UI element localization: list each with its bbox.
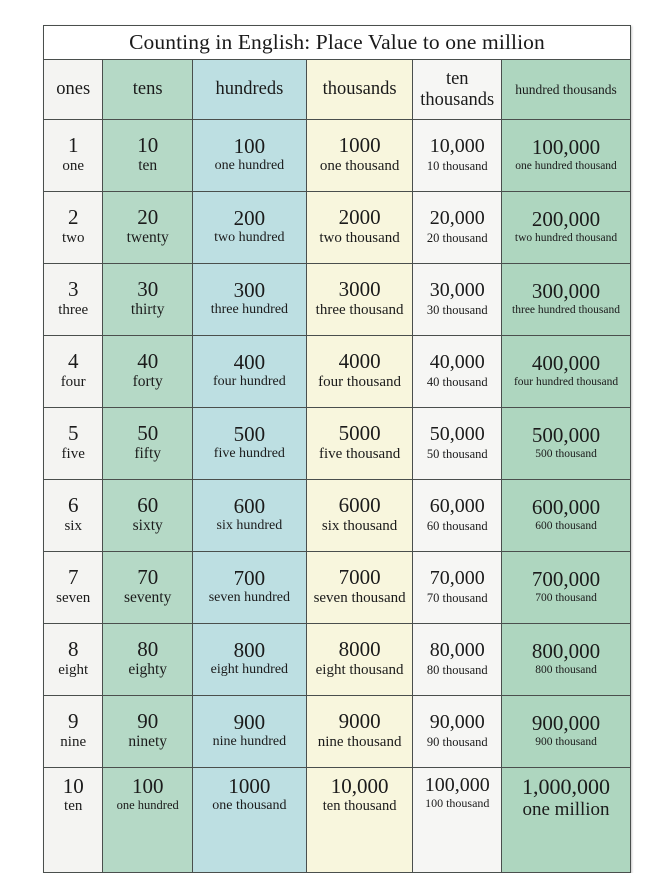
cell-thousands-row4 xyxy=(306,336,413,408)
cell-tens-row1 xyxy=(103,120,193,192)
cell-words: thirty xyxy=(130,301,165,319)
cell-numeral: 800,000 xyxy=(531,639,601,664)
cell-words: one hundred xyxy=(214,158,285,174)
cell-thousands-row6 xyxy=(306,480,413,552)
cell-hundred-thousands-row2 xyxy=(502,192,631,264)
cell-tens-row7 xyxy=(103,552,193,624)
cell-words: seven xyxy=(56,589,91,606)
cell-words: 80 thousand xyxy=(426,662,488,677)
cell-numeral: 30 xyxy=(137,277,159,302)
cell-words: nine hundred xyxy=(212,734,287,750)
cell-numeral: 100,000 xyxy=(531,135,601,160)
cell-ten-thousands-row9 xyxy=(413,696,502,768)
cell-words: eight xyxy=(58,661,89,678)
cell-words: 800 thousand xyxy=(535,663,597,676)
cell-hundreds-row4 xyxy=(192,336,306,408)
cell-numeral: 20,000 xyxy=(429,207,485,230)
cell-numeral: 50,000 xyxy=(429,423,485,446)
cell-numeral: 1000 xyxy=(228,774,271,798)
cell-numeral: 10 xyxy=(62,774,84,798)
cell-ones-row8 xyxy=(44,624,103,696)
cell-words: ninety xyxy=(128,733,168,751)
cell-thousands-row1 xyxy=(306,120,413,192)
cell-thousands-row8 xyxy=(306,624,413,696)
cell-numeral: 50 xyxy=(137,421,159,446)
column-header-ten-thousands xyxy=(413,60,502,120)
cell-words: three hundred xyxy=(210,302,289,318)
cell-hundred-thousands-row7 xyxy=(502,552,631,624)
cell-words: one xyxy=(62,157,85,174)
cell-numeral: 700,000 xyxy=(531,567,601,592)
cell-words: six thousand xyxy=(321,517,398,534)
cell-hundreds-row8 xyxy=(192,624,306,696)
cell-numeral: 600,000 xyxy=(531,495,601,520)
cell-ten-thousands-row7 xyxy=(413,552,502,624)
table-title-cell xyxy=(44,26,631,60)
cell-tens-row6 xyxy=(103,480,193,552)
cell-words: three hundred thousand xyxy=(512,303,620,316)
cell-words: one hundred thousand xyxy=(515,159,617,172)
cell-words: one hundred xyxy=(116,798,179,813)
cell-hundred-thousands-row1 xyxy=(502,120,631,192)
cell-numeral: 500,000 xyxy=(531,423,601,448)
table-row xyxy=(44,120,631,192)
cell-words: ten thousand xyxy=(322,798,397,815)
table-row xyxy=(44,480,631,552)
table-row xyxy=(44,768,631,873)
cell-words: 20 thousand xyxy=(426,230,488,245)
cell-hundred-thousands-row10 xyxy=(502,768,631,873)
table-row xyxy=(44,624,631,696)
cell-numeral: 7000 xyxy=(338,565,381,590)
cell-numeral: 700 xyxy=(233,566,266,591)
cell-words: 70 thousand xyxy=(426,590,488,605)
column-header-label: thousands xyxy=(322,79,397,100)
table-row xyxy=(44,192,631,264)
cell-ten-thousands-row4 xyxy=(413,336,502,408)
cell-hundred-thousands-row3 xyxy=(502,264,631,336)
cell-hundreds-row10 xyxy=(192,768,306,873)
cell-numeral: 4000 xyxy=(338,349,381,374)
cell-ten-thousands-row3 xyxy=(413,264,502,336)
cell-numeral: 10,000 xyxy=(429,135,485,158)
cell-thousands-row3 xyxy=(306,264,413,336)
cell-numeral: 100 xyxy=(233,134,266,159)
cell-words: two hundred xyxy=(214,230,285,246)
cell-words: 100 thousand xyxy=(425,796,490,811)
cell-ten-thousands-row10 xyxy=(413,768,502,873)
cell-words: 500 thousand xyxy=(535,447,597,460)
cell-words: nine xyxy=(60,733,87,750)
cell-ones-row1 xyxy=(44,120,103,192)
cell-hundred-thousands-row4 xyxy=(502,336,631,408)
cell-hundreds-row6 xyxy=(192,480,306,552)
cell-numeral: 300,000 xyxy=(531,279,601,304)
cell-words: four hundred thousand xyxy=(513,375,619,388)
cell-ones-row10 xyxy=(44,768,103,873)
cell-ones-row5 xyxy=(44,408,103,480)
place-value-table xyxy=(43,25,631,873)
cell-words: twenty xyxy=(126,229,169,247)
cell-numeral: 200 xyxy=(233,206,266,231)
cell-ones-row7 xyxy=(44,552,103,624)
cell-numeral: 8000 xyxy=(338,637,381,662)
cell-hundreds-row1 xyxy=(192,120,306,192)
column-header-label: ten thousands xyxy=(420,68,495,110)
cell-numeral: 400,000 xyxy=(531,351,601,376)
cell-words: eight thousand xyxy=(315,661,404,678)
cell-words: nine thousand xyxy=(317,733,402,750)
cell-numeral: 9000 xyxy=(338,709,381,734)
cell-numeral: 9 xyxy=(67,709,79,734)
cell-words: 700 thousand xyxy=(535,591,597,604)
column-header-tens xyxy=(103,60,193,120)
cell-numeral: 1,000,000 xyxy=(522,774,611,799)
cell-words: sixty xyxy=(132,517,163,535)
cell-words: 10 thousand xyxy=(426,158,488,173)
column-header-thousands xyxy=(306,60,413,120)
cell-hundreds-row9 xyxy=(192,696,306,768)
cell-words: three thousand xyxy=(315,301,404,318)
cell-thousands-row10 xyxy=(306,768,413,873)
cell-words: one thousand xyxy=(212,798,287,814)
cell-thousands-row2 xyxy=(306,192,413,264)
cell-numeral: 40,000 xyxy=(429,351,485,374)
column-header-label: hundred thousands xyxy=(515,81,617,97)
cell-numeral: 70 xyxy=(137,565,159,590)
cell-words: five hundred xyxy=(213,446,285,462)
cell-words: five xyxy=(61,445,85,462)
cell-tens-row10 xyxy=(103,768,193,873)
cell-ten-thousands-row8 xyxy=(413,624,502,696)
column-header-label: tens xyxy=(132,79,163,100)
cell-words: ten xyxy=(138,157,158,175)
cell-words: three xyxy=(58,301,89,318)
cell-hundred-thousands-row5 xyxy=(502,408,631,480)
table-row xyxy=(44,408,631,480)
cell-hundred-thousands-row9 xyxy=(502,696,631,768)
cell-hundreds-row5 xyxy=(192,408,306,480)
cell-words: 600 thousand xyxy=(535,519,597,532)
column-header-label: hundreds xyxy=(215,79,284,100)
title-row xyxy=(44,26,631,60)
cell-words: eight hundred xyxy=(210,662,289,678)
cell-words: fifty xyxy=(134,445,162,463)
cell-numeral: 400 xyxy=(233,350,266,375)
cell-numeral: 90 xyxy=(137,709,159,734)
cell-ten-thousands-row2 xyxy=(413,192,502,264)
cell-numeral: 30,000 xyxy=(429,279,485,302)
cell-numeral: 1000 xyxy=(338,133,381,158)
cell-numeral: 500 xyxy=(233,422,266,447)
cell-words: four xyxy=(60,373,86,390)
cell-ones-row3 xyxy=(44,264,103,336)
cell-numeral: 100,000 xyxy=(424,774,490,796)
cell-tens-row5 xyxy=(103,408,193,480)
cell-words: four hundred xyxy=(213,374,286,390)
cell-numeral: 2 xyxy=(67,205,79,230)
cell-ten-thousands-row1 xyxy=(413,120,502,192)
cell-hundreds-row7 xyxy=(192,552,306,624)
cell-ones-row6 xyxy=(44,480,103,552)
cell-words: seventy xyxy=(124,589,172,607)
cell-words: 900 thousand xyxy=(535,735,597,748)
table-body xyxy=(44,26,631,873)
cell-hundreds-row2 xyxy=(192,192,306,264)
cell-words: two thousand xyxy=(319,229,400,246)
cell-thousands-row7 xyxy=(306,552,413,624)
table-row xyxy=(44,552,631,624)
cell-numeral: 80,000 xyxy=(429,639,485,662)
cell-tens-row2 xyxy=(103,192,193,264)
cell-words: 60 thousand xyxy=(426,518,488,533)
cell-numeral: 100 xyxy=(131,774,164,798)
column-header-label: ones xyxy=(56,79,91,100)
column-header-hundred-thousands xyxy=(502,60,631,120)
cell-words: one thousand xyxy=(319,157,400,174)
page-title: Counting in English: Place Value to one million xyxy=(129,30,545,54)
table-row xyxy=(44,696,631,768)
cell-numeral: 1 xyxy=(67,133,79,158)
cell-words: eighty xyxy=(128,661,168,679)
cell-ten-thousands-row5 xyxy=(413,408,502,480)
cell-ones-row4 xyxy=(44,336,103,408)
cell-words: two xyxy=(61,229,85,246)
cell-hundred-thousands-row6 xyxy=(502,480,631,552)
cell-numeral: 10,000 xyxy=(330,774,389,798)
cell-numeral: 10 xyxy=(137,133,159,158)
cell-ones-row2 xyxy=(44,192,103,264)
cell-numeral: 60,000 xyxy=(429,495,485,518)
cell-words: 40 thousand xyxy=(426,374,488,389)
cell-numeral: 5000 xyxy=(338,421,381,446)
cell-words: seven hundred xyxy=(208,590,290,606)
worksheet-sheet xyxy=(43,25,631,873)
cell-numeral: 8 xyxy=(67,637,79,662)
cell-numeral: 300 xyxy=(233,278,266,303)
cell-numeral: 3000 xyxy=(338,277,381,302)
cell-ten-thousands-row6 xyxy=(413,480,502,552)
column-header-ones xyxy=(44,60,103,120)
cell-tens-row9 xyxy=(103,696,193,768)
cell-numeral: 90,000 xyxy=(429,711,485,734)
cell-numeral: 20 xyxy=(137,205,159,230)
cell-words: forty xyxy=(132,373,163,391)
cell-numeral: 70,000 xyxy=(429,567,485,590)
cell-ones-row9 xyxy=(44,696,103,768)
cell-hundred-thousands-row8 xyxy=(502,624,631,696)
cell-words: five thousand xyxy=(318,445,401,462)
cell-tens-row3 xyxy=(103,264,193,336)
cell-numeral: 6 xyxy=(67,493,79,518)
cell-numeral: 600 xyxy=(233,494,266,519)
cell-words: 50 thousand xyxy=(426,446,488,461)
cell-numeral: 200,000 xyxy=(531,207,601,232)
cell-numeral: 900,000 xyxy=(531,711,601,736)
cell-numeral: 7 xyxy=(67,565,79,590)
cell-hundreds-row3 xyxy=(192,264,306,336)
cell-numeral: 3 xyxy=(67,277,79,302)
cell-tens-row8 xyxy=(103,624,193,696)
cell-words: six hundred xyxy=(216,518,283,534)
cell-thousands-row5 xyxy=(306,408,413,480)
cell-tens-row4 xyxy=(103,336,193,408)
cell-numeral: 2000 xyxy=(338,205,381,230)
cell-words: one million xyxy=(522,799,610,821)
cell-numeral: 800 xyxy=(233,638,266,663)
cell-words: 90 thousand xyxy=(426,734,488,749)
cell-thousands-row9 xyxy=(306,696,413,768)
column-header-hundreds xyxy=(192,60,306,120)
cell-words: four thousand xyxy=(318,373,402,390)
cell-numeral: 900 xyxy=(233,710,266,735)
cell-numeral: 4 xyxy=(67,349,79,374)
cell-numeral: 5 xyxy=(67,421,79,446)
table-row xyxy=(44,336,631,408)
cell-numeral: 60 xyxy=(137,493,159,518)
cell-words: six xyxy=(64,517,82,534)
cell-words: ten xyxy=(64,798,83,815)
cell-numeral: 80 xyxy=(137,637,159,662)
cell-words: seven thousand xyxy=(313,589,406,606)
cell-words: 30 thousand xyxy=(426,302,488,317)
cell-words: two hundred thousand xyxy=(514,231,618,244)
cell-numeral: 40 xyxy=(137,349,159,374)
header-row xyxy=(44,60,631,120)
cell-numeral: 6000 xyxy=(338,493,381,518)
table-row xyxy=(44,264,631,336)
